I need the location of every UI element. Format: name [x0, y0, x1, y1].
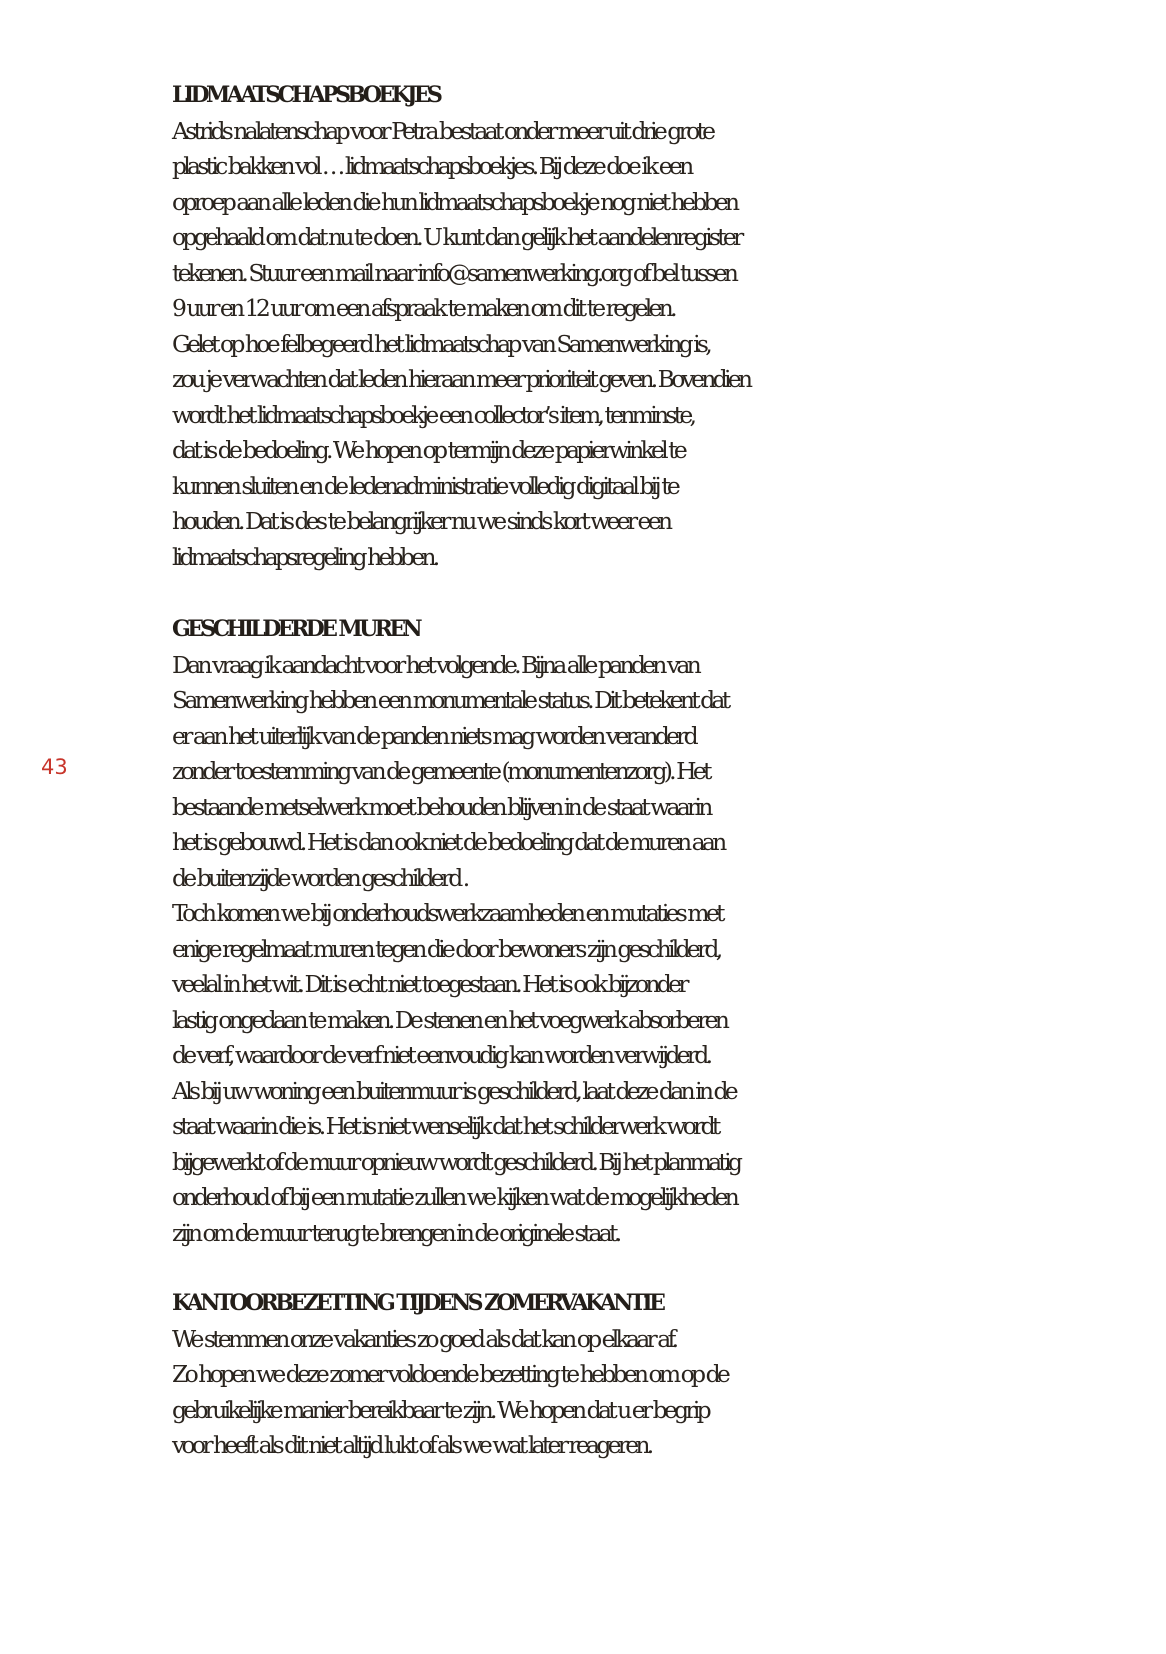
body-line: veelal in het wit. Dit is echt niet toegestaan. Het is ook bijzonder: [172, 970, 686, 998]
body-line: kunnen sluiten en de ledenadministratie volledig digitaal bij te: [172, 471, 678, 500]
body-line: Dan vraag ik aandacht voor het volgende. Bijna alle panden van: [172, 650, 699, 679]
body-line: tekenen. Stuur een mail naar info@samenwerking.org of bel tussen: [172, 258, 736, 287]
body-line: zijn om de muur terug te brengen in de originele staat.: [172, 1218, 619, 1247]
body-line: staat waarin die is. Het is niet wenselijk dat het schilderwerk wordt: [172, 1112, 718, 1140]
page-number: 43: [41, 755, 68, 779]
section-body: [172, 648, 1062, 1252]
section-geschilderde-muren: [172, 612, 1062, 1251]
section-heading: KANTOORBEZETTING TIJDENS ZOMERVAKANTIE: [172, 1290, 663, 1316]
section-body: [172, 114, 1062, 576]
body-line: lidmaatschapsregeling hebben.: [172, 542, 437, 571]
body-line: het is gebouwd. Het is dan ook niet de bedoeling dat de muren aan: [172, 828, 724, 856]
body-line: de verf, waardoor de verf niet eenvoudig kan worden verwijderd.: [172, 1041, 710, 1069]
body-line: bijgewerkt of de muur opnieuw wordt geschilderd. Bij het planmatig: [172, 1147, 740, 1176]
body-line: voor heeft als dit niet altijd lukt of als we wat later reageren.: [172, 1431, 651, 1459]
section-heading: GESCHILDERDE MUREN: [172, 616, 420, 642]
body-line: gebruikelijke manier bereikbaar te zijn. We hopen dat u er begrip: [172, 1395, 708, 1424]
body-line: houden. Dat is des te belangrijker nu we sinds kort weer een: [172, 507, 670, 535]
section-kantoorbezetting: [172, 1286, 1062, 1464]
body-line: Astrids nalatenschap voor Petra bestaat onder meer uit drie grote: [172, 116, 713, 145]
body-line: de buitenzijde worden geschilderd .: [172, 863, 467, 892]
body-line: oproep aan alle leden die hun lidmaatschapsboekje nog niet hebben: [172, 187, 737, 216]
body-line: Als bij uw woning een buitenmuur is geschilderd, laat deze dan in de: [172, 1076, 735, 1105]
body-line: opgehaald om dat nu te doen. U kunt dan gelijk het aandelenregister: [172, 223, 741, 251]
body-line: bestaande metselwerk moet behouden blijven in de staat waarin: [172, 792, 710, 821]
body-line: zonder toestemming van de gemeente (monumentenzorg). Het: [172, 757, 709, 785]
body-line: Samenwerking hebben een monumentale status. Dit betekent dat: [172, 686, 728, 714]
body-line: enige regelmaat muren tegen die door bewoners zijn geschilderd,: [172, 934, 720, 963]
body-line: Zo hopen we deze zomer voldoende bezetting te hebben om op de: [172, 1360, 728, 1388]
body-line: zou je verwachten dat leden hieraan meer prioriteit geven. Bovendien: [172, 365, 750, 393]
section-body: [172, 1322, 1062, 1464]
body-line: 9 uur en 12 uur om een afspraak te maken om dit te regelen.: [172, 294, 674, 322]
body-line: er aan het uiterlijk van de panden niets mag worden veranderd: [172, 721, 695, 750]
body-line: Gelet op hoe felbegeerd het lidmaatschap van Samenwerking is,: [172, 329, 709, 358]
body-line: lastig ongedaan te maken. De stenen en het voegwerk absorberen: [172, 1005, 727, 1034]
section-lidmaatschapsboekjes: [172, 78, 1062, 575]
body-line: Toch komen we bij onderhoudswerkzaamheden en mutaties met: [172, 899, 722, 927]
body-line: We stemmen onze vakanties zo goed als dat kan op elkaar af.: [172, 1324, 676, 1353]
body-line: onderhoud of bij een mutatie zullen we kijken wat de mogelijkheden: [172, 1183, 737, 1211]
body-line: wordt het lidmaatschapsboekje een collector’s item, tenminste,: [172, 400, 694, 429]
section-heading: LIDMAATSCHAPSBOEKJES: [172, 82, 440, 108]
body-line: plastic bakken vol … lidmaatschapsboekjes. Bij deze doe ik een: [172, 152, 691, 180]
body-line: dat is de bedoeling. We hopen op termijn deze papierwinkel te: [172, 436, 684, 464]
